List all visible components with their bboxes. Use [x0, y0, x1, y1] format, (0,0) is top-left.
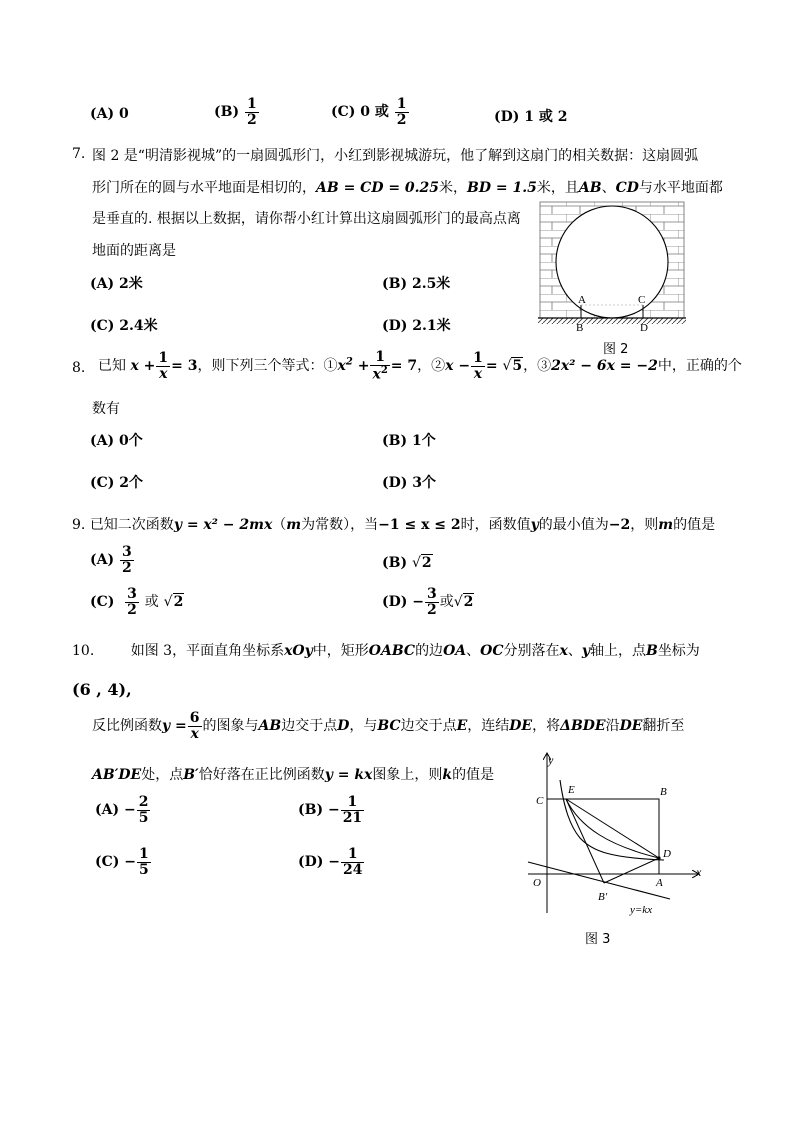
q9-option-a	[90, 545, 135, 575]
label-D: D	[640, 322, 648, 334]
q10-line3	[92, 711, 684, 741]
q10-bprime: B′	[183, 767, 199, 783]
q10-oc: OC	[480, 643, 504, 659]
q10-de: DE	[509, 718, 533, 735]
q7-bd: BD = 1.5	[467, 180, 537, 196]
q7-cd: CD	[615, 180, 639, 196]
q8-eq2-rhs: =	[485, 358, 503, 375]
q9-func: y = x² − 2mx	[173, 517, 273, 533]
q10-func: y =	[162, 718, 187, 735]
q9-option-b	[382, 555, 433, 571]
q8-tail: 中，正确的个	[657, 358, 742, 375]
q10-line1	[72, 640, 700, 660]
point-d	[657, 856, 660, 859]
q10-line3h: 沿	[605, 718, 620, 735]
q10-option-d-frac: $\frac{1}{24}$	[343, 846, 363, 878]
figure-3-caption: 图 3	[585, 932, 611, 947]
q10-line3c: 边交于点	[281, 718, 338, 735]
q10-option-b-label: (B) −	[298, 802, 340, 819]
fig3-label-B: B	[660, 786, 667, 798]
q10-ykx: y = kx	[324, 767, 373, 783]
q9-option-d: (D) − $\frac{3}{2}$ 或√2	[382, 586, 474, 618]
q6-option-b-label: (B)	[214, 104, 240, 121]
q9-text6: ，则	[630, 517, 659, 533]
q7-option-c: (C) 2.4米	[90, 318, 158, 334]
q6-option-b-fraction: $\frac{1}{2}$	[246, 96, 257, 128]
q8-eq2: x −	[445, 358, 471, 375]
q8-eq2-pre: ，②	[417, 358, 446, 375]
q10-option-d	[298, 847, 365, 877]
q10-option-c-frac: $\frac{1}{5}$	[139, 846, 149, 878]
q7-line2	[92, 177, 723, 197]
q8-number: 8.	[72, 360, 86, 376]
q9-option-c-label: (C)	[90, 594, 115, 611]
q10-option-c-label: (C) −	[95, 854, 136, 871]
q7-sep: 、	[601, 180, 616, 196]
q10-line2	[72, 680, 132, 699]
q7-ab-cd: AB = CD = 0.25	[316, 180, 440, 196]
arch-circle	[556, 206, 668, 318]
q10-option-b	[298, 795, 365, 825]
q6-option-d: (D) 1 或 2	[494, 109, 568, 125]
q8-eq2-frac: $\frac{1}{x}$	[473, 349, 483, 382]
q8-mid: ，则下列三个等式：①	[197, 358, 338, 375]
fig3-label-O: O	[533, 877, 541, 889]
q10-oabc: OABC	[368, 643, 416, 659]
segment-de	[566, 799, 659, 858]
q10-text6: 轴上，点	[589, 643, 646, 659]
q9-text2: （	[272, 517, 287, 533]
q8-eq3: 2x² − 6x = −2	[551, 358, 658, 375]
q9-line1	[72, 514, 715, 534]
q9-text5: 的最小值为	[538, 517, 609, 533]
q10-option-a-frac: $\frac{2}{5}$	[138, 794, 149, 826]
q8-eq1-rhs: = 7	[390, 358, 418, 375]
q9-option-c-frac: $\frac{3}{2}$	[127, 586, 137, 618]
q10-option-d-label: (D) −	[298, 854, 340, 871]
fig3-label-E: E	[568, 784, 575, 796]
q9-text7: 的值是	[673, 517, 716, 533]
q9-option-d-frac: $\frac{3}{2}$	[427, 586, 437, 618]
q7-number: 7.	[72, 146, 86, 162]
q8-intro: 已知	[98, 358, 126, 375]
q10-line4b: 处，点	[141, 767, 184, 783]
q10-line4	[92, 764, 494, 784]
q9-option-a-label: (A)	[90, 552, 115, 569]
q9-text4: 时，函数值	[460, 517, 531, 533]
q6-option-c	[331, 97, 410, 127]
label-A: A	[578, 294, 586, 306]
q10-xoy: xOy	[284, 643, 313, 659]
q7-line4: 地面的距离是	[92, 243, 176, 259]
fig3-label-x: x	[696, 865, 702, 879]
q6-option-a: (A) 0	[90, 106, 129, 122]
q8-given: x +	[130, 358, 156, 375]
q8-eq1: $x^2$ +	[337, 356, 370, 375]
q10-line3a: 反比例函数	[92, 718, 162, 735]
q8-line2: 数有	[92, 401, 120, 417]
q10-line4d: 图象上，则	[372, 767, 443, 783]
q8-eq2-sqrt: √5	[502, 358, 523, 375]
fig3-label-ykx: y=kx	[630, 904, 653, 916]
q8-given-eq: = 3	[171, 358, 198, 375]
figure-2-caption: 图 2	[603, 342, 629, 357]
q9-text1: 已知二次函数	[89, 517, 174, 533]
q10-option-a	[95, 795, 151, 825]
q10-option-a-label: (A) −	[95, 802, 136, 819]
q7-unit2: 米，且	[536, 180, 579, 196]
q8-option-d: (D) 3个	[382, 475, 437, 491]
figure-3-coordinate-plane	[520, 748, 710, 920]
q9-option-c-or: 或	[144, 594, 159, 611]
q10-func-frac: $\frac{6}{x}$	[189, 710, 200, 742]
label-B: B	[576, 322, 584, 334]
q10-line3e: 边交于点	[400, 718, 457, 735]
q9-option-b-label: (B)	[382, 555, 408, 571]
q9-m: m	[286, 517, 302, 533]
q7-ab: AB	[578, 180, 602, 196]
q8-eq3-pre: ，③	[523, 358, 552, 375]
q10-text5: 、	[567, 643, 582, 659]
q10-line4e: 的值是	[452, 767, 495, 783]
q8-eq1-frac: $\frac{1}{x^2}$	[372, 349, 388, 383]
q8-option-b: (B) 1个	[382, 433, 436, 449]
q10-text7: 坐标为	[657, 643, 700, 659]
q10-k: k	[442, 767, 453, 783]
q7-line2a: 形门所在的圆与水平地面是相切的，	[92, 180, 316, 196]
q10-de2: DE	[619, 718, 643, 735]
q9-option-d-or: 或	[439, 594, 454, 611]
q8-given-frac: $\frac{1}{x}$	[158, 349, 169, 382]
q9-option-a-frac: $\frac{3}{2}$	[122, 544, 132, 576]
fig3-label-B-prime: B′	[598, 891, 608, 903]
q8-line1	[98, 350, 742, 382]
fig3-label-D: D	[663, 848, 671, 860]
q10-coord-tail: ,	[126, 680, 132, 699]
q7-line2b: 与水平地面都	[638, 180, 723, 196]
q10-y: y	[581, 643, 590, 659]
q6-option-c-label: (C) 0 或	[331, 104, 389, 121]
q10-number: 10.	[72, 643, 95, 659]
q9-y: y	[530, 517, 539, 533]
q9-option-d-sqrt: √2	[453, 594, 474, 611]
q10-text1: 如图 3，平面直角坐标系	[130, 643, 285, 659]
q10-text2: 中，矩形	[312, 643, 369, 659]
q9-option-b-sqrt: √2	[411, 555, 432, 571]
ground-hatch	[538, 318, 686, 324]
q7-option-d: (D) 2.1米	[382, 318, 451, 334]
label-C: C	[638, 294, 646, 306]
q9-option-d-label: (D)	[382, 594, 408, 611]
q9-option-c-sqrt: √2	[163, 594, 184, 611]
q10-option-b-frac: $\frac{1}{21}$	[342, 794, 363, 826]
q7-option-a: (A) 2米	[90, 276, 143, 292]
q10-line3g: ，将	[532, 718, 561, 735]
fig3-label-y: y	[548, 753, 554, 767]
q10-line4c: 恰好落在正比例函数	[198, 767, 325, 783]
segment-b-prime-d	[604, 858, 659, 883]
q8-option-c: (C) 2个	[90, 475, 144, 491]
q9-range: −1 ≤ x ≤ 2	[378, 517, 461, 533]
q9-text3: 为常数），当	[301, 517, 379, 533]
q10-b: B	[645, 643, 658, 659]
q9-option-c	[90, 587, 184, 617]
q10-d: D	[337, 718, 350, 735]
q10-line3f: ，连结	[467, 718, 510, 735]
q10-bc: BC	[377, 718, 401, 735]
q10-text3: 的边	[415, 643, 444, 659]
q10-text4: 分别落在	[503, 643, 560, 659]
q10-line3b: 的图象与	[202, 718, 259, 735]
q6-option-b	[214, 97, 260, 127]
q7-option-b: (B) 2.5米	[382, 276, 451, 292]
q7-line1: 图 2 是“明清影视城”的一扇圆弧形门，小红到影视城游玩，他了解到这扇门的相关数据：这扇圆弧	[92, 148, 699, 164]
q10-coord: (6 , 4)	[72, 680, 127, 699]
q10-e: E	[456, 718, 468, 735]
q10-ab: AB	[258, 718, 282, 735]
figure-2-arch-door	[538, 198, 686, 336]
q10-oa: OA	[443, 643, 467, 659]
q9-number: 9.	[72, 517, 86, 533]
q10-line4a: AB′DE	[92, 767, 142, 783]
q10-option-c	[95, 847, 152, 877]
fig3-label-C: C	[536, 795, 544, 807]
q6-option-c-fraction: $\frac{1}{2}$	[396, 96, 407, 128]
q10-tri: ΔBDE	[560, 718, 606, 735]
q7-line3: 是垂直的. 根据以上数据，请你帮小红计算出这扇圆弧形门的最高点离	[92, 211, 521, 227]
q10-line3d: ，与	[349, 718, 378, 735]
q10-x: x	[559, 643, 568, 659]
q10-line3i: 翻折至	[642, 718, 685, 735]
q9-m2: m	[658, 517, 674, 533]
fig3-label-A: A	[656, 877, 663, 889]
q7-unit1: 米，	[439, 180, 468, 196]
q8-option-a: (A) 0个	[90, 433, 143, 449]
q9-minval: −2	[608, 517, 631, 533]
q10-sep: 、	[466, 643, 481, 659]
